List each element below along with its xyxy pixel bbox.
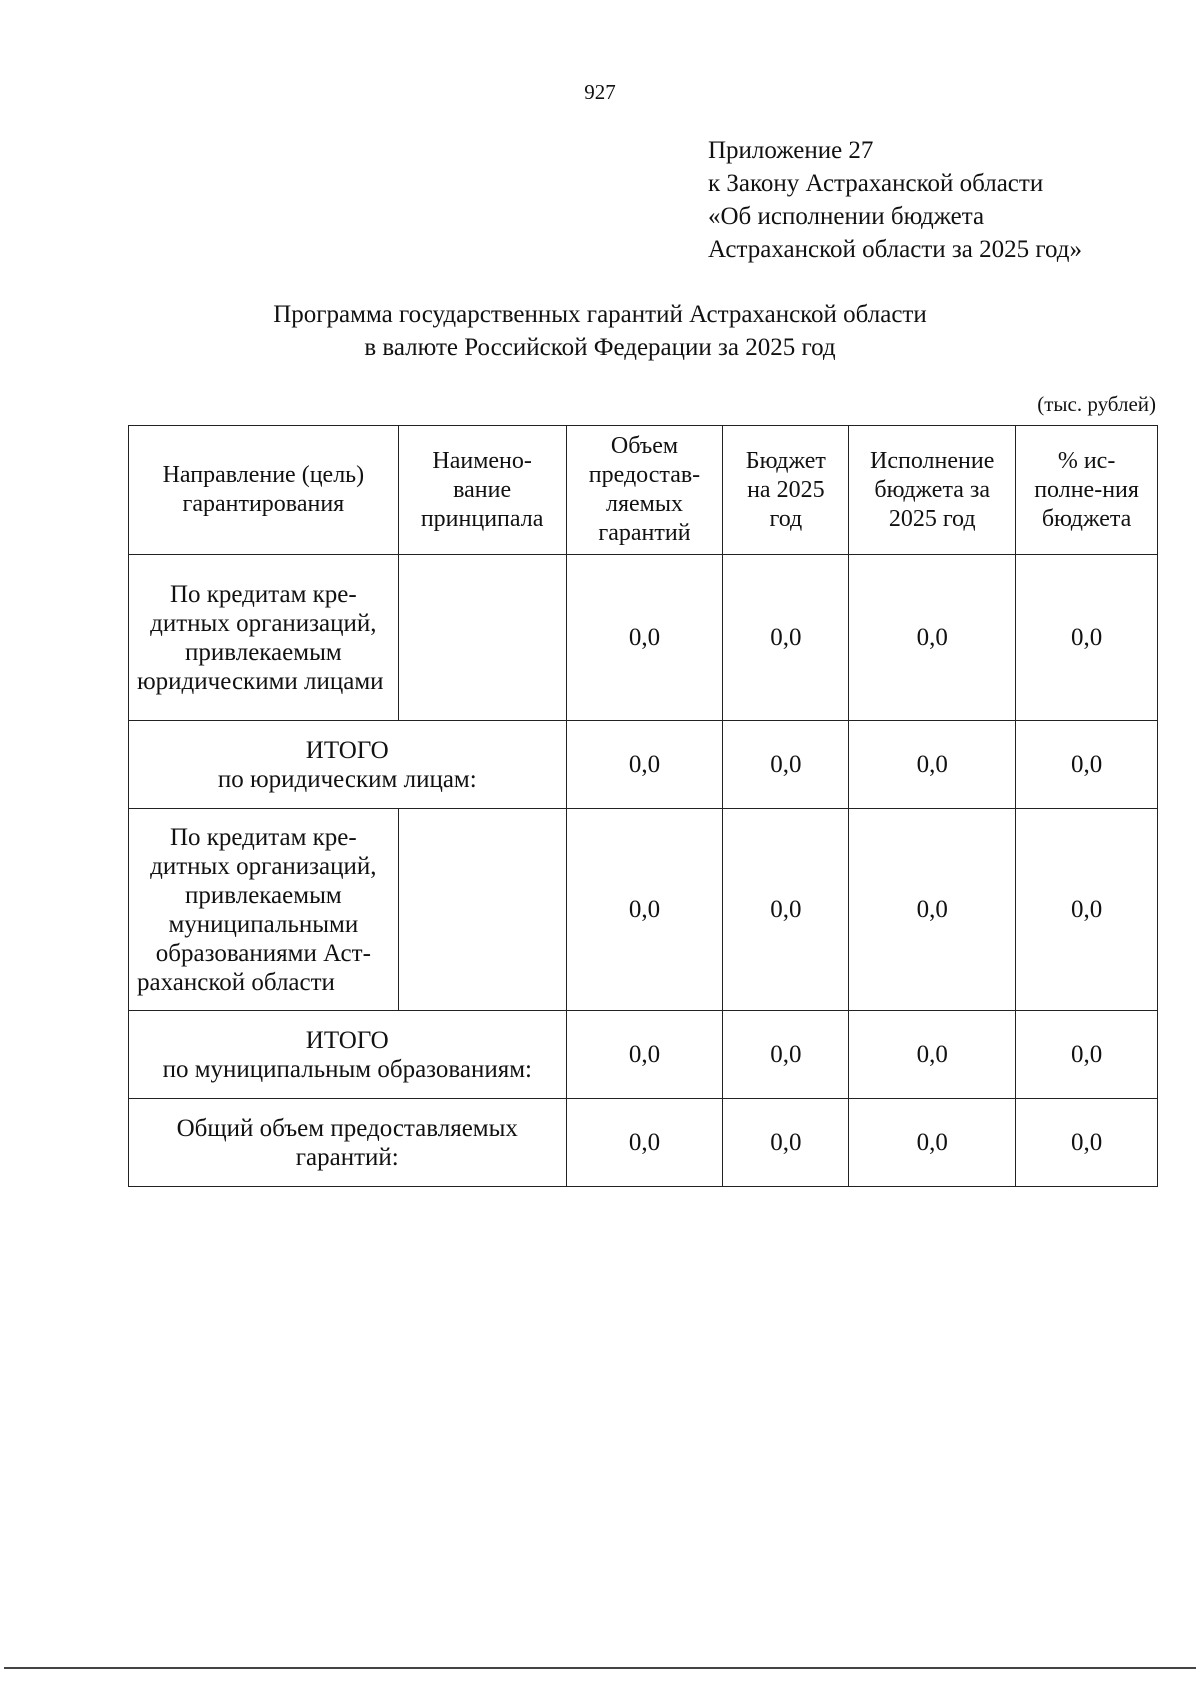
cell-budget: 0,0 — [723, 721, 849, 809]
total-label — [129, 721, 567, 809]
units-note: (тыс. рублей) — [1037, 392, 1156, 416]
table-row — [129, 555, 1158, 721]
cell-execution: 0,0 — [849, 809, 1016, 1011]
cell-percent: 0,0 — [1016, 721, 1158, 809]
cell-execution: 0,0 — [849, 721, 1016, 809]
header-budget: Бюджет на 2025 год — [723, 426, 849, 555]
cell-volume: 0,0 — [566, 1099, 723, 1187]
cell-percent: 0,0 — [1016, 1099, 1158, 1187]
cell-execution: 0,0 — [849, 1099, 1016, 1187]
cell-budget: 0,0 — [723, 555, 849, 721]
total-label-line: ИТОГО — [305, 736, 389, 764]
table-header-row — [129, 426, 1158, 555]
total-label-line: по муниципальным образованиям: — [162, 1055, 532, 1083]
appendix-block — [708, 134, 1082, 266]
total-label-line: по юридическим лицам: — [217, 765, 477, 793]
cell-volume: 0,0 — [566, 1011, 723, 1099]
bottom-rule — [4, 1667, 1196, 1669]
table-row — [129, 809, 1158, 1011]
header-execution: Исполнение бюджета за 2025 год — [849, 426, 1016, 555]
total-row — [129, 721, 1158, 809]
cell-percent: 0,0 — [1016, 1011, 1158, 1099]
guarantees-table — [128, 425, 1158, 1187]
title-line: Программа государственных гарантий Астраханской области — [273, 301, 927, 328]
cell-percent: 0,0 — [1016, 809, 1158, 1011]
cell-principal — [398, 555, 566, 721]
grand-total-label: Общий объем предоставляемых гарантий: — [129, 1099, 567, 1187]
cell-execution: 0,0 — [849, 555, 1016, 721]
header-volume: Объем предостав-ляемых гарантий — [566, 426, 723, 555]
cell-direction: По кредитам кредитных организаций, привлекаемым юридическими лицами — [129, 555, 399, 721]
header-direction: Направление (цель) гарантирования — [129, 426, 399, 555]
header-percent: % ис-полне-ния бюджета — [1016, 426, 1158, 555]
cell-principal — [398, 809, 566, 1011]
header-principal: Наимено-вание принципала — [398, 426, 566, 555]
cell-direction: По кредитам кредитных организаций, привлекаемым муниципальными образованиями Астраханской области — [129, 809, 399, 1011]
cell-execution: 0,0 — [849, 1011, 1016, 1099]
cell-percent: 0,0 — [1016, 555, 1158, 721]
total-row — [129, 1011, 1158, 1099]
appendix-line: Астраханской области за 2025 год» — [708, 236, 1083, 263]
cell-budget: 0,0 — [723, 809, 849, 1011]
cell-budget: 0,0 — [723, 1011, 849, 1099]
appendix-line: к Закону Астраханской области — [708, 170, 1044, 197]
cell-volume: 0,0 — [566, 809, 723, 1011]
cell-budget: 0,0 — [723, 1099, 849, 1187]
total-label — [129, 1011, 567, 1099]
document-title — [0, 298, 1200, 364]
appendix-line: Приложение 27 — [708, 137, 874, 164]
grand-total-row — [129, 1099, 1158, 1187]
total-label-line: ИТОГО — [305, 1026, 389, 1054]
title-line: в валюте Российской Федерации за 2025 год — [364, 334, 836, 361]
cell-volume: 0,0 — [566, 721, 723, 809]
page-number: 927 — [584, 80, 616, 104]
cell-volume: 0,0 — [566, 555, 723, 721]
appendix-line: «Об исполнении бюджета — [708, 203, 985, 230]
